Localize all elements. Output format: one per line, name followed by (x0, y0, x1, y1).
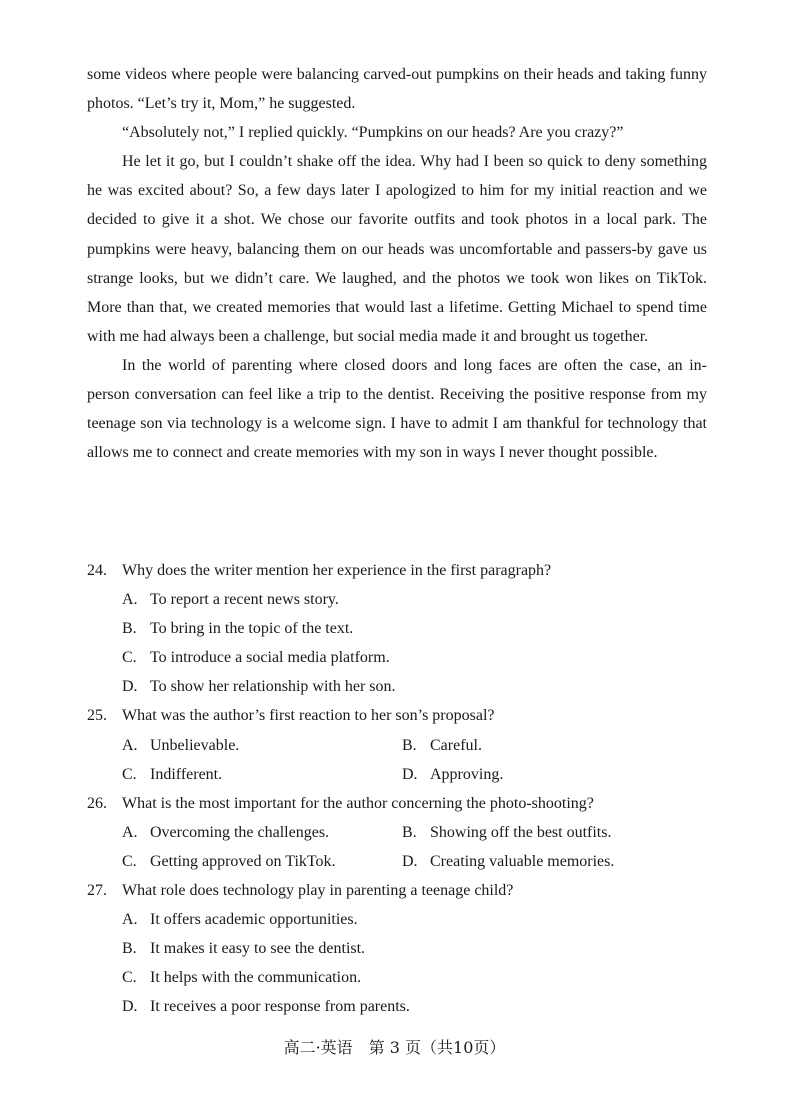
question-stem (87, 556, 707, 585)
option-text: Indifferent. (150, 765, 223, 783)
option-a (122, 731, 402, 760)
option-c (122, 643, 707, 672)
option-letter: D. (122, 998, 138, 1016)
option-letter: D. (402, 852, 418, 870)
option-text: Careful. (430, 736, 482, 754)
option-row (122, 760, 707, 789)
option-b (402, 818, 682, 847)
option-letter: A. (122, 591, 138, 609)
option-text: Creating valuable memories. (430, 852, 615, 870)
question-24 (87, 556, 707, 701)
option-letter: A. (122, 911, 138, 929)
option-text: To introduce a social media platform. (150, 649, 390, 667)
options (122, 731, 707, 789)
question-text: What role does technology play in parenting a teenage child? (122, 882, 514, 900)
question-text: What is the most important for the author concerning the photo-shooting? (122, 794, 594, 812)
option-letter: D. (122, 678, 138, 696)
reading-passage (87, 60, 707, 467)
option-letter: B. (122, 940, 137, 958)
option-text: It helps with the communication. (150, 969, 362, 987)
option-a (122, 905, 707, 934)
option-b (122, 614, 707, 643)
question-text: Why does the writer mention her experience in the first paragraph? (122, 562, 552, 579)
question-26 (87, 789, 707, 876)
page-footer: 高二·英语 第 3 页（共10页） (283, 1038, 506, 1057)
option-text: Approving. (430, 765, 504, 783)
option-letter: A. (122, 736, 138, 754)
question-number: 25. (87, 707, 107, 725)
option-letter: A. (122, 823, 138, 841)
option-row (122, 847, 707, 876)
options (122, 905, 707, 1021)
question-27 (87, 876, 707, 1021)
option-text: Showing off the best outfits. (430, 823, 612, 841)
option-b (122, 934, 707, 963)
option-letter: C. (122, 969, 137, 987)
option-text: Getting approved on TikTok. (150, 852, 336, 870)
option-letter: B. (402, 736, 417, 754)
option-b (402, 731, 682, 760)
option-letter: C. (122, 649, 137, 667)
option-text: It offers academic opportunities. (150, 911, 358, 929)
question-list (87, 556, 707, 1022)
option-c (122, 760, 402, 789)
option-letter: C. (122, 852, 137, 870)
option-row (122, 818, 707, 847)
question-stem (87, 876, 707, 905)
option-a (122, 818, 402, 847)
passage-paragraph: some videos where people were balancing carved-out pumpkins on their heads and taking funny photos. “Let’s try it, Mom,” he suggested. (87, 66, 707, 113)
option-text: To bring in the topic of the text. (150, 620, 354, 638)
option-text: It receives a poor response from parents. (150, 998, 410, 1016)
option-letter: B. (122, 620, 137, 638)
option-c (122, 963, 707, 992)
question-number: 24. (87, 562, 107, 579)
options (122, 585, 707, 701)
options (122, 818, 707, 876)
option-letter: D. (402, 765, 418, 783)
option-d (402, 847, 682, 876)
option-d (122, 992, 707, 1021)
passage-paragraph: “Absolutely not,” I replied quickly. “Pumpkins on our heads? Are you crazy?” (122, 124, 624, 142)
passage-paragraph: In the world of parenting where closed doors and long faces are often the case, an in-person conversation can feel like a trip to the dentist. Receiving the positive response from my teenage son via technology is a welcome sign. I have to admit I am thankful for technology that allows me to connect and create memories with my son in ways I never thought possible. (87, 356, 707, 462)
option-text: It makes it easy to see the dentist. (150, 940, 366, 958)
option-row (122, 731, 707, 760)
passage-paragraph: He let it go, but I couldn’t shake off the idea. Why had I been so quick to deny something he was excited about? So, a few days later I apologized to him for my initial reaction and we decided to give it a shot. We chose our favorite outfits and took photos in a local park. The pumpkins were heavy, balancing them on our heads was uncomfortable and passers-by gave us strange looks, but we didn’t care. We laughed, and the photos we took won likes on TikTok. More than that, we created memories that would last a lifetime. Getting Michael to spend time with me had always been a challenge, but social media made it and brought us together. (87, 153, 707, 345)
question-number: 27. (87, 882, 107, 900)
question-stem (87, 701, 707, 730)
option-text: To show her relationship with her son. (150, 678, 396, 696)
option-letter: C. (122, 765, 137, 783)
option-text: To report a recent news story. (150, 591, 339, 609)
option-letter: B. (402, 823, 417, 841)
option-text: Overcoming the challenges. (150, 823, 330, 841)
option-d (402, 760, 682, 789)
question-number: 26. (87, 794, 107, 812)
option-text: Unbelievable. (150, 736, 240, 754)
question-25 (87, 701, 707, 788)
option-c (122, 847, 402, 876)
option-d (122, 672, 707, 701)
option-a (122, 585, 707, 614)
question-text: What was the author’s first reaction to her son’s proposal? (122, 707, 495, 725)
question-stem (87, 789, 707, 818)
